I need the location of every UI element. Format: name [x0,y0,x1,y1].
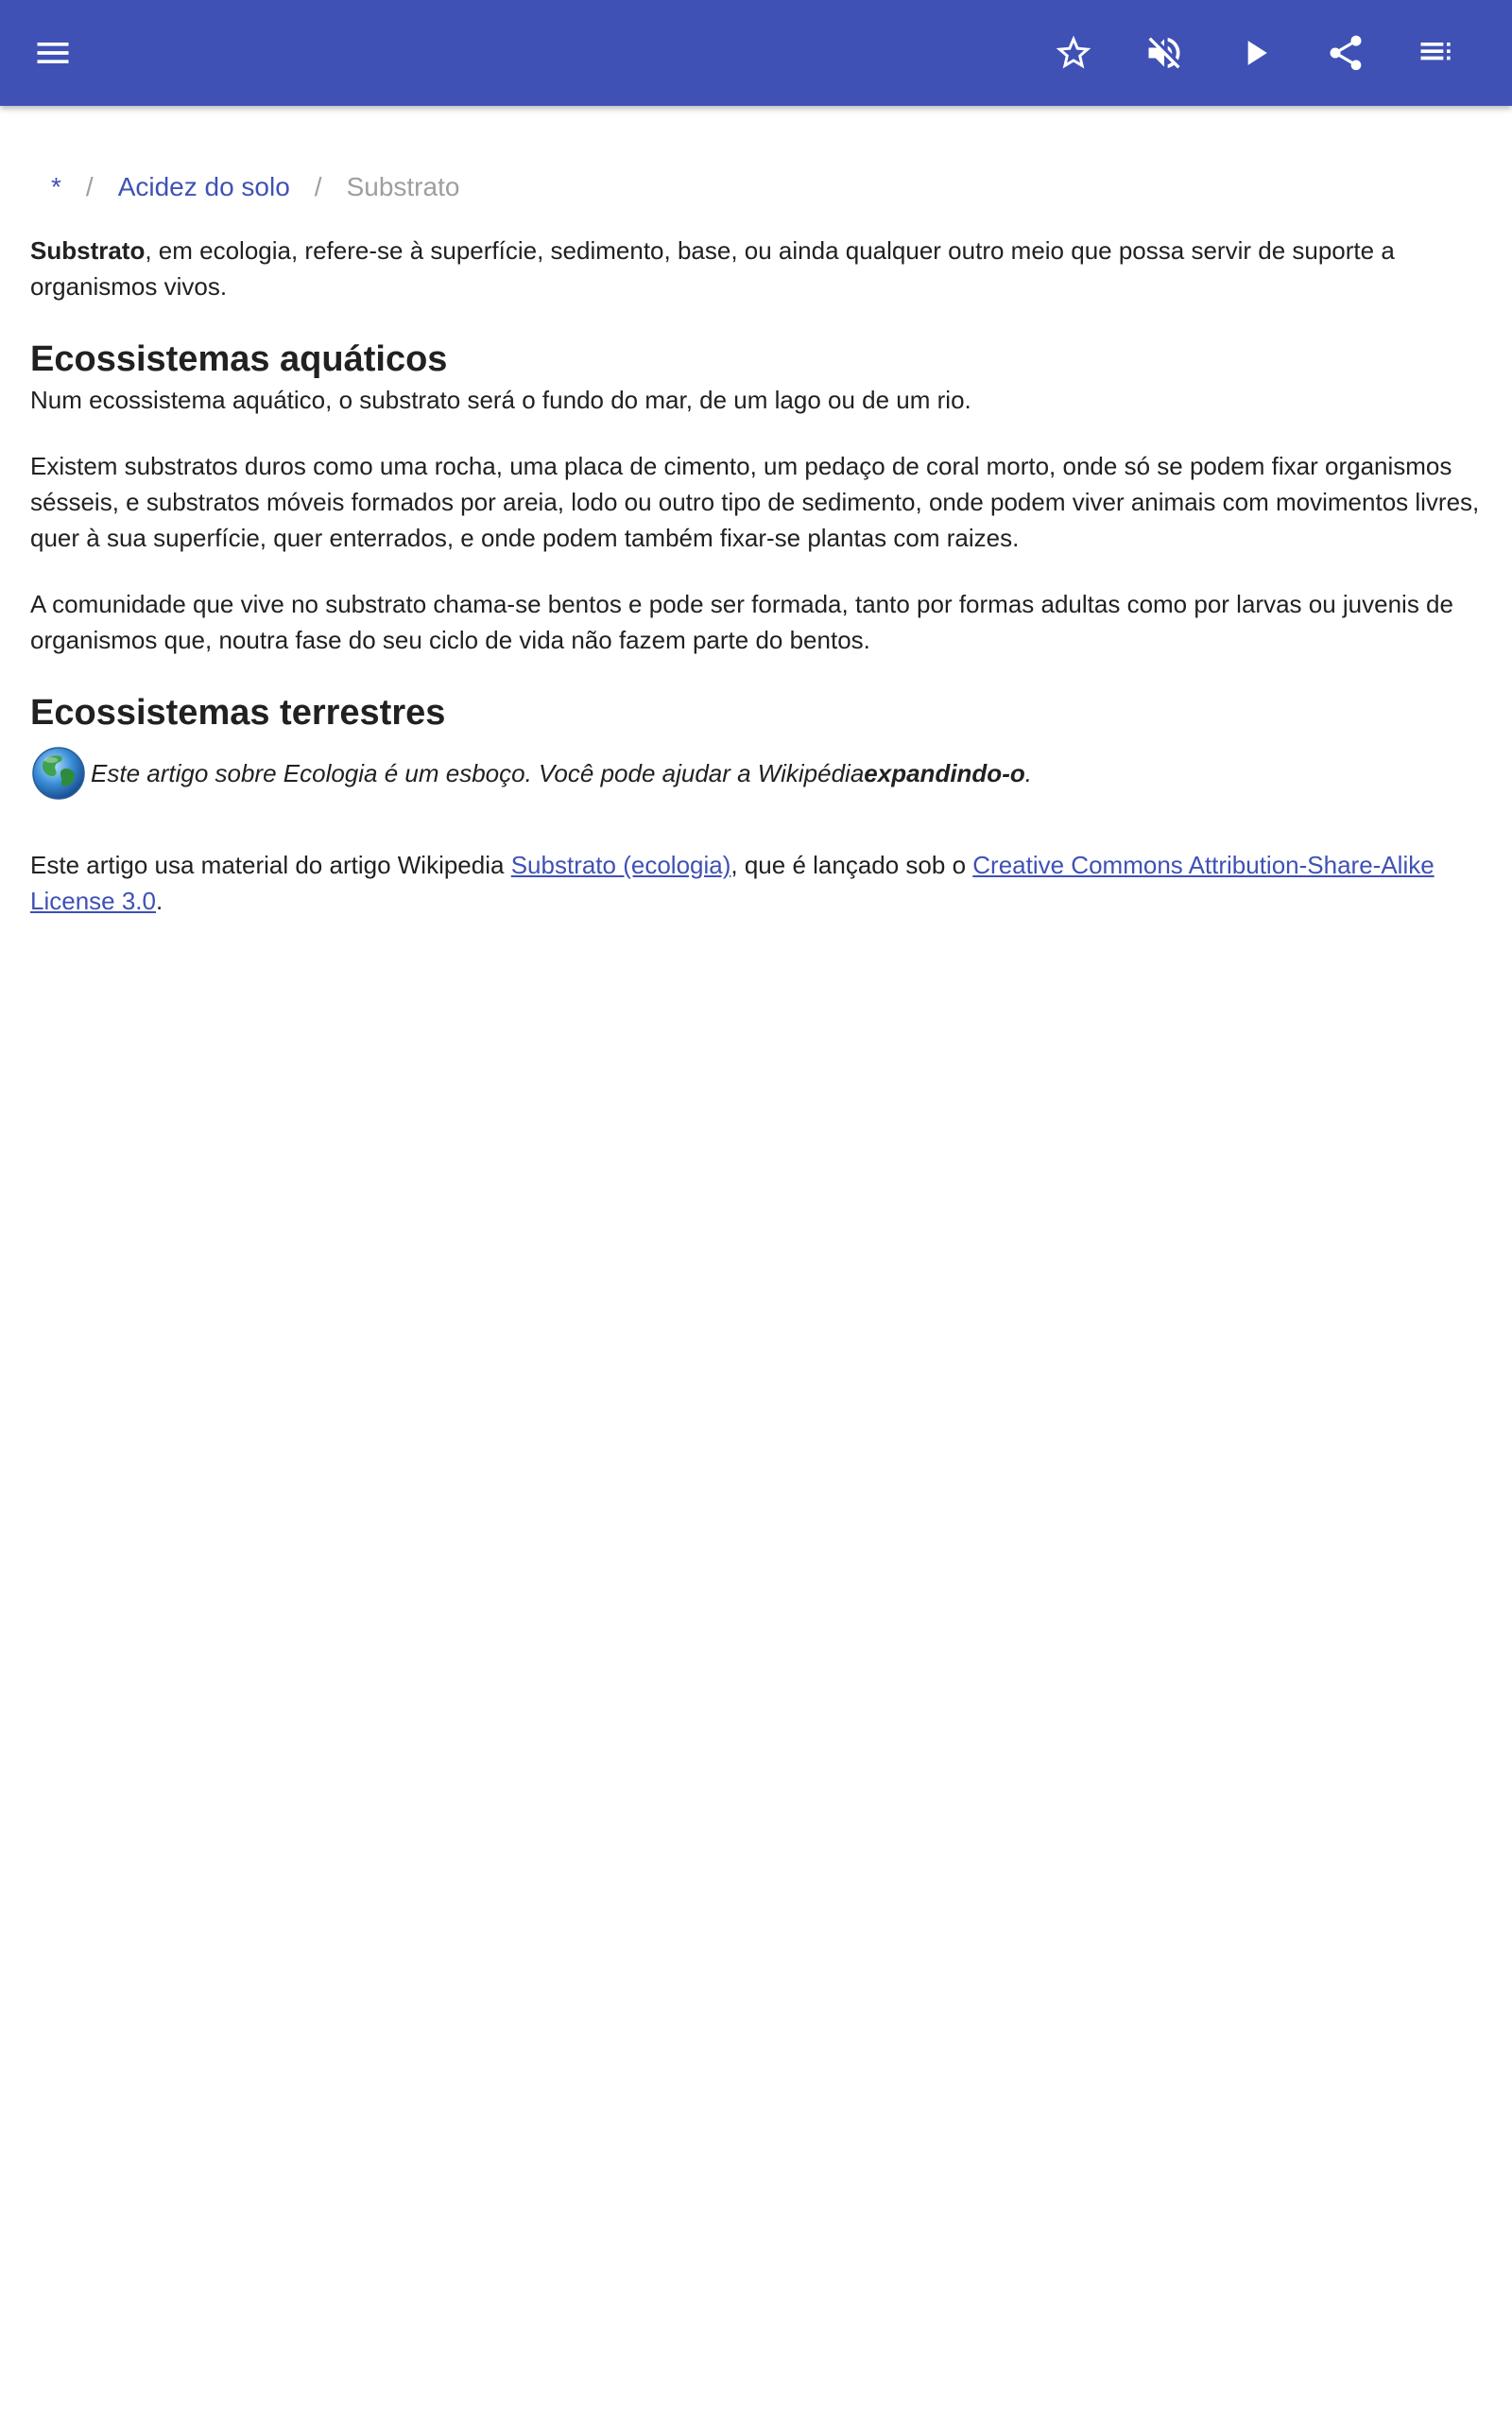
volume-off-icon [1143,32,1185,74]
stub-notice [30,743,1482,804]
breadcrumb-parent[interactable]: Acidez do solo [117,172,290,201]
stub-end: . [1024,758,1032,787]
app-toolbar [0,0,1512,106]
stub-text: Este artigo sobre Ecologia é um esboço. Você pode ajudar a Wikipédia [91,758,865,787]
attribution-middle: , que é lançado sob o [730,851,973,879]
share-button[interactable] [1319,26,1372,79]
attribution-note [30,847,1482,919]
article-content [30,106,1482,919]
paragraph: Num ecossistema aquático, o substrato será o fundo do mar, de um lago ou de um rio. [30,386,971,414]
attribution-suffix: . [155,887,163,915]
intro-term: Substrato [30,236,146,265]
attribution-prefix: Este artigo usa material do artigo Wikipedia [30,851,511,879]
intro-paragraph [30,233,1482,304]
share-icon [1325,32,1366,74]
section-heading-terrestrial: Ecossistemas terrestres [30,693,446,733]
playlist-icon [1416,32,1457,74]
menu-button[interactable] [26,26,79,79]
contents-button[interactable] [1410,26,1463,79]
globe-icon [30,745,87,802]
license-link[interactable]: Creative Commons Attribution-Share-Alike License 3.0 [30,851,1435,915]
intro-text: , em ecologia, refere-se à superfície, sedimento, base, ou ainda qualquer outro meio que possa servir de suporte a organismos vivos. [30,236,1395,301]
section-heading-aquatic: Ecossistemas aquáticos [30,339,448,379]
source-article-link[interactable]: Substrato (ecologia) [510,851,731,879]
play-icon [1234,32,1276,74]
stub-expand: expandindo-o [864,758,1025,787]
play-button[interactable] [1228,26,1281,79]
favorite-button[interactable] [1047,26,1100,79]
breadcrumb [30,168,1482,206]
star-icon [1053,32,1094,74]
breadcrumb-current: Substrato [346,172,460,201]
breadcrumb-separator: / [314,172,322,201]
breadcrumb-home[interactable]: * [51,172,61,201]
paragraph: A comunidade que vive no substrato chama-se bentos e pode ser formada, tanto por formas adultas como por larvas ou juvenis de organismos que, noutra fase do seu ciclo de vida não fazem parte do bentos. [30,590,1453,654]
menu-icon [32,32,74,74]
paragraph: Existem substratos duros como uma rocha, uma placa de cimento, um pedaço de coral morto, onde só se podem fixar organismos sésseis, e substratos móveis formados por areia, lodo ou outro tipo de sedimento, onde podem viver animais com movimentos livres, quer à sua superfície, quer enterrados, e onde podem também fixar-se plantas com raizes. [30,452,1480,552]
mute-button[interactable] [1138,26,1191,79]
breadcrumb-separator: / [85,172,94,201]
